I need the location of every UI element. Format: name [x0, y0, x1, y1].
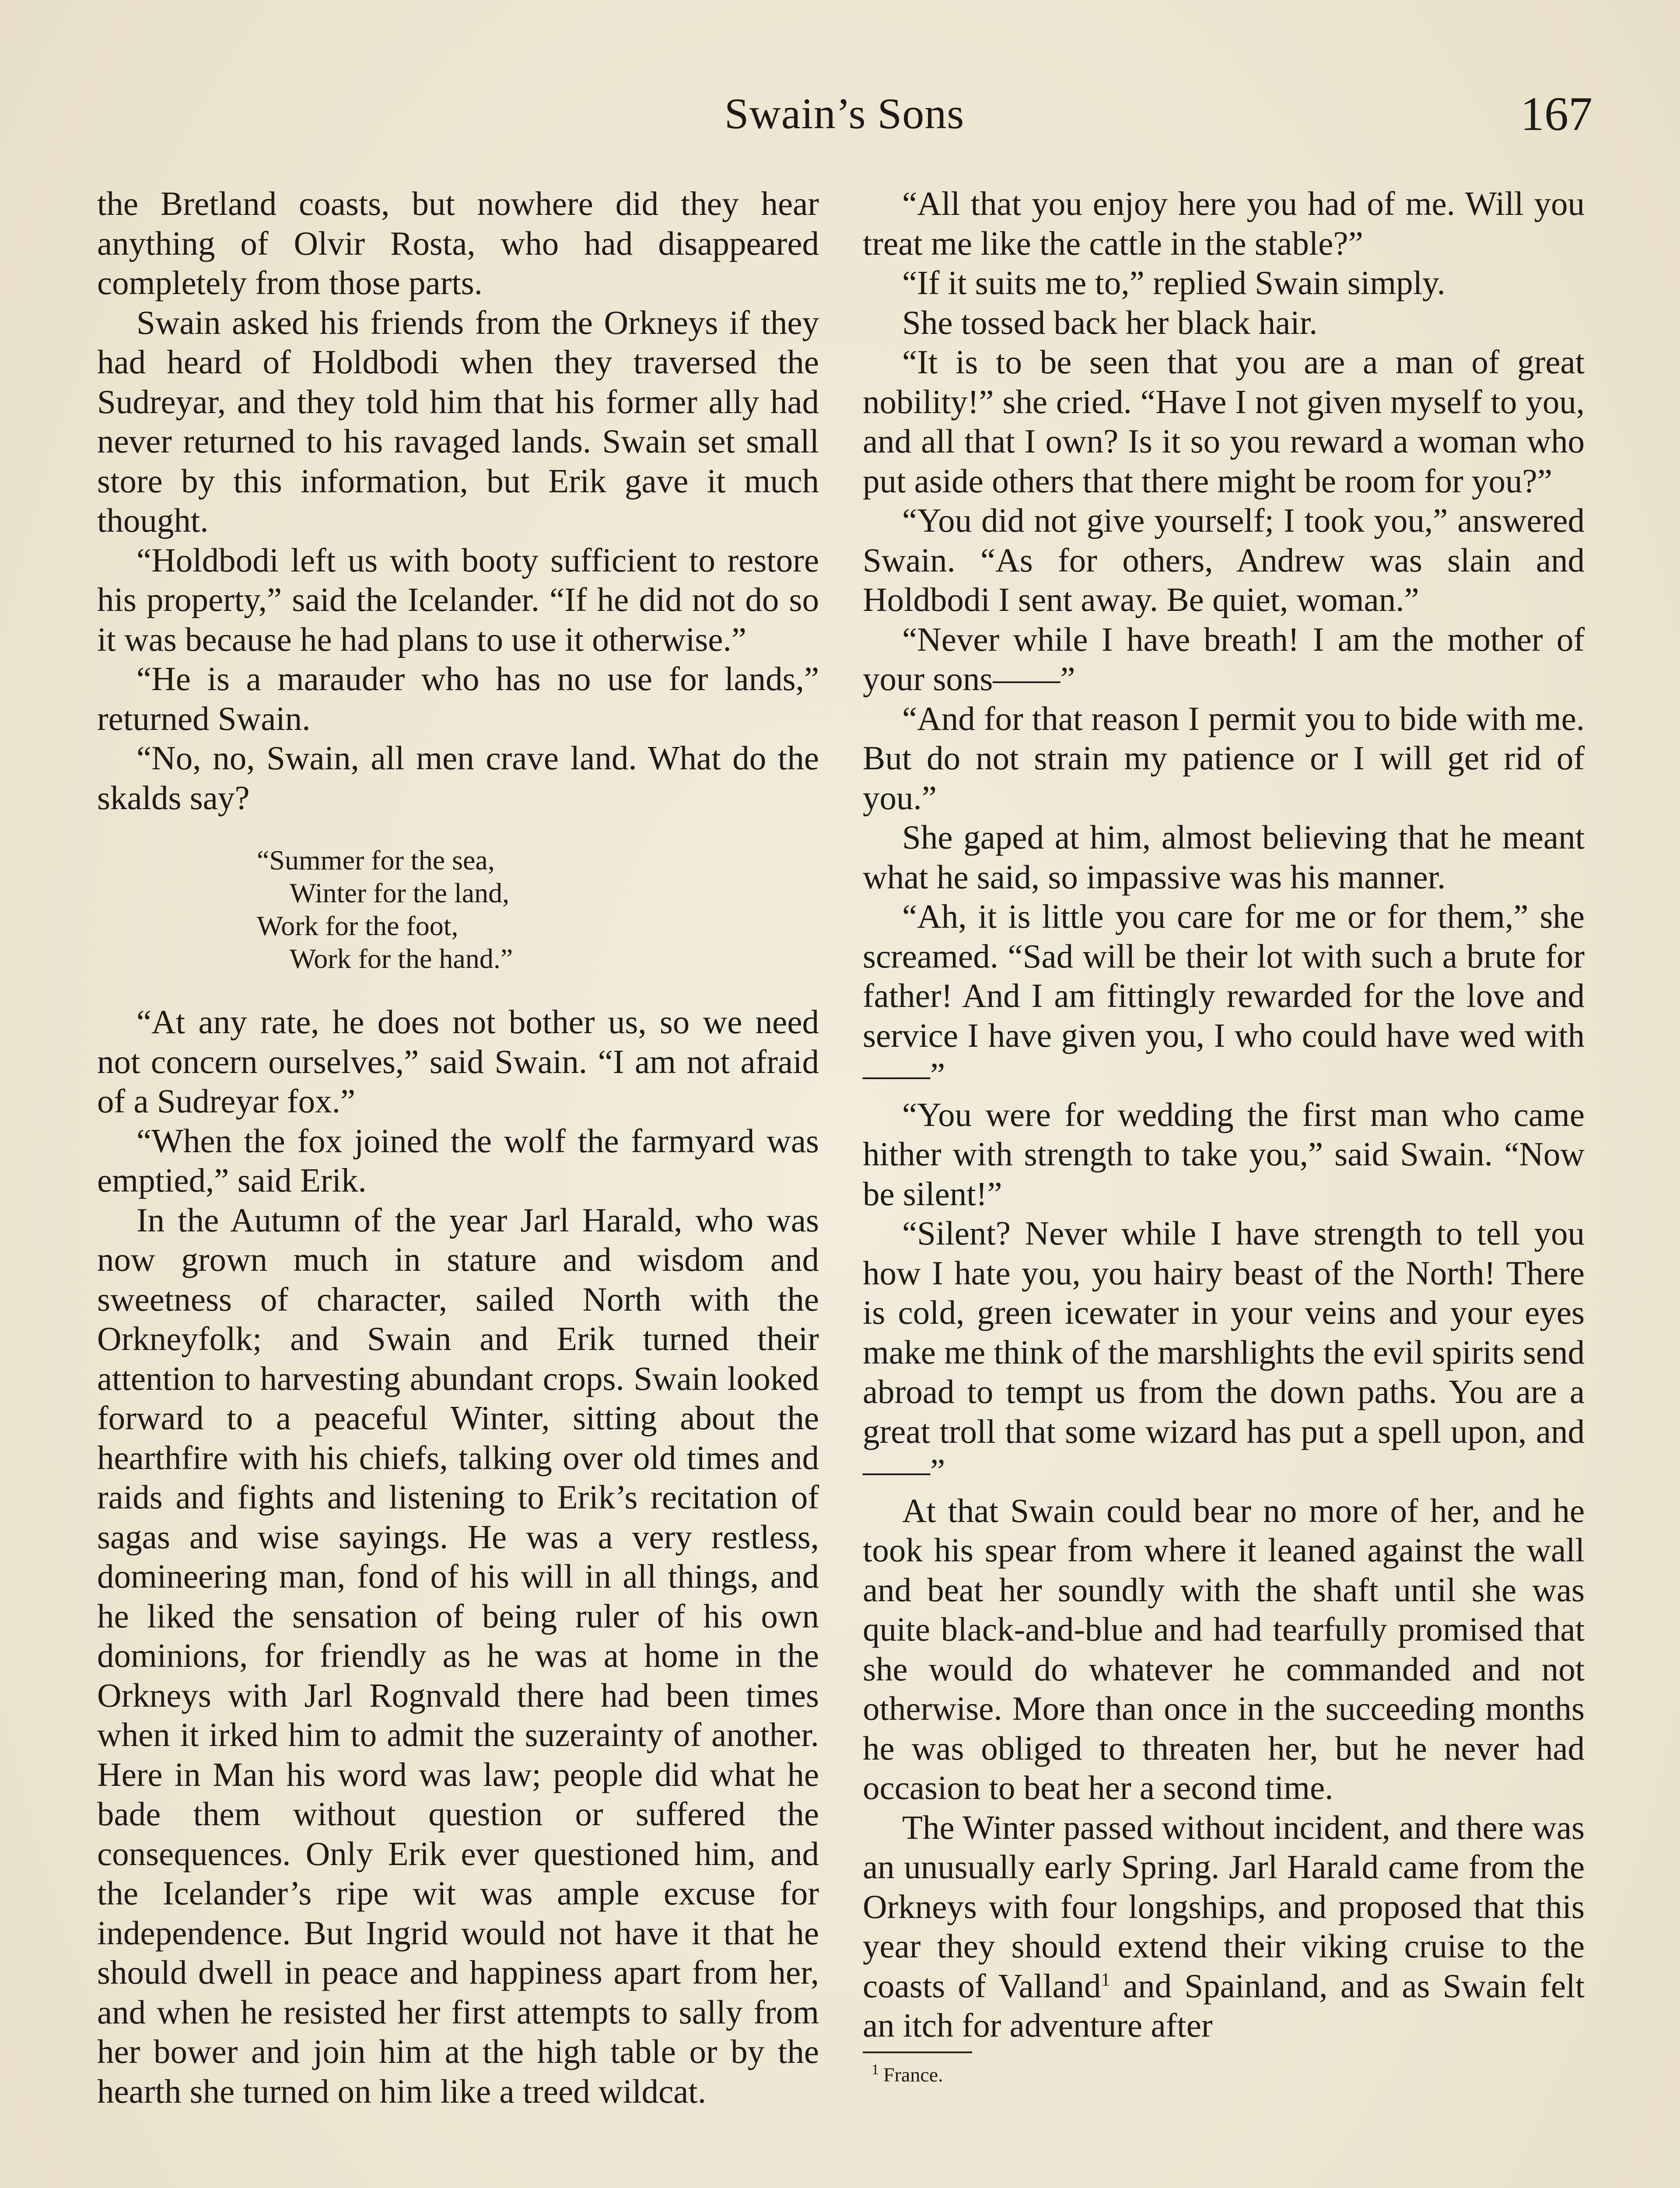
right-column — [863, 184, 1585, 2087]
paragraph: Swain asked his friends from the Orkneys if they had heard of Holdbodi when they traversed the Sudreyar, and they told him that his former ally had never returned to his ravaged lands. Swain set small store by this information, but Erik gave it much thought. — [97, 303, 819, 539]
paragraph: “No, no, Swain, all men crave land. What do the skalds say? — [97, 739, 819, 817]
paragraph-text: The Winter passed without incident, and there was an unusually early Spring. Jarl Harald came from the Orkneys with four longships, and proposed that this year they should extend their viking cruise to the coasts of Valland — [863, 1808, 1585, 2005]
paragraph: She tossed back her black hair. — [902, 303, 1318, 341]
paragraph: “Holdbodi left us with booty sufficient to restore his property,” said the Icelander. “If he did not do so it was because he had plans to use it otherwise.” — [97, 541, 819, 658]
paragraph: “Silent? Never while I have strength to tell you how I hate you, you hairy beast of the North! There is cold, green icewater in your veins and your eyes make me think of the marshlights the evil spirits send abroad to tempt us from the down paths. You are a great troll that some wizard has put a spell upon, and——” — [863, 1214, 1585, 1490]
paragraph: She gaped at him, almost believing that he meant what he said, so impassive was his manner. — [863, 818, 1585, 896]
footnote-divider — [863, 2051, 972, 2053]
verse-line: Work for the hand.” — [290, 943, 513, 974]
verse-line: “Summer for the sea, — [257, 845, 495, 876]
paragraph-text: and Spainland, and as Swain felt an itch for adventure after — [863, 1967, 1585, 2044]
verse-line: Work for the foot, — [257, 910, 458, 941]
footnote-marker: 1 — [1101, 1969, 1110, 1990]
footnote — [863, 2058, 1585, 2087]
running-title: Swain’s Sons — [724, 89, 965, 138]
verse-line: Winter for the land, — [290, 877, 510, 908]
left-column — [97, 184, 819, 2111]
footnote-text: France. — [883, 2063, 943, 2086]
page-header — [96, 88, 1592, 153]
skald-verse — [97, 844, 819, 975]
page-number: 167 — [1520, 87, 1592, 140]
paragraph: “Ah, it is little you care for me or for them,” she screamed. “Sad will be their lot with such a brute for father! And I am fittingly rewarded for the love and service I have given you, I who could have wed with——” — [863, 898, 1585, 1094]
paragraph: “You were for wedding the first man who came hither with strength to take you,” said Swain. “Now be silent!” — [863, 1095, 1585, 1213]
paragraph: At that Swain could bear no more of her, and he took his spear from where it leaned against the wall and beat her soundly with the shaft until she was quite black-and-blue and had tearfully promised that she would do whatever he commanded and not otherwise. More than once in the succeeding months he was obliged to threaten her, but he never had occasion to beat her a second time. — [863, 1491, 1585, 1806]
footnote-number: 1 — [872, 2061, 879, 2078]
paragraph: the Bretland coasts, but nowhere did they hear anything of Olvir Rosta, who had disappeared completely from those parts. — [97, 185, 819, 302]
paragraph: “Never while I have breath! I am the mother of your sons——” — [863, 620, 1585, 698]
paragraph: “He is a marauder who has no use for lands,” returned Swain. — [97, 660, 819, 737]
paragraph — [863, 1808, 1585, 2045]
paragraph: “And for that reason I permit you to bide with me. But do not strain my patience or I will get rid of you.” — [863, 699, 1585, 817]
paragraph: “When the fox joined the wolf the farmyard was emptied,” said Erik. — [97, 1122, 819, 1199]
paragraph: “All that you enjoy here you had of me. Will you treat me like the cattle in the stable?” — [863, 185, 1585, 262]
paragraph: In the Autumn of the year Jarl Harald, who was now grown much in stature and wisdom and sweetness of character, sailed North with the Orkneyfolk; and Swain and Erik turned their attention to harvesting abundant crops. Swain looked forward to a peaceful Winter, sitting about the hearthfire with his chiefs, talking over old times and raids and fights and listening to Erik’s recitation of sagas and wise sayings. He was a very restless, domineering man, fond of his will in all things, and he liked the sensation of being ruler of his own dominions, for friendly as he was at home in the Orkneys with Jarl Rognvald there had been times when it irked him to admit the suzerainty of another. Here in Man his word was law; people did what he bade them without question or suffered the consequences. Only Erik ever questioned him, and the Icelander’s ripe wit was ample excuse for independence. But Ingrid would not have it that he should dwell in peace and happiness apart from her, and when he resisted her first attempts to sally from her bower and join him at the high table or by the hearth she turned on him like a treed wildcat. — [97, 1201, 819, 2110]
paragraph: “If it suits me to,” replied Swain simply. — [902, 264, 1446, 302]
paragraph: “It is to be seen that you are a man of great nobility!” she cried. “Have I not given myself to you, and all that I own? Is it so you reward a woman who put aside others that there might be room for you?” — [863, 343, 1585, 500]
paragraph: “At any rate, he does not bother us, so we need not concern ourselves,” said Swain. “I am not afraid of a Sudreyar fox.” — [97, 1003, 819, 1120]
paragraph: “You did not give yourself; I took you,” answered Swain. “As for others, Andrew was slain and Holdbodi I sent away. Be quiet, woman.” — [863, 501, 1585, 618]
